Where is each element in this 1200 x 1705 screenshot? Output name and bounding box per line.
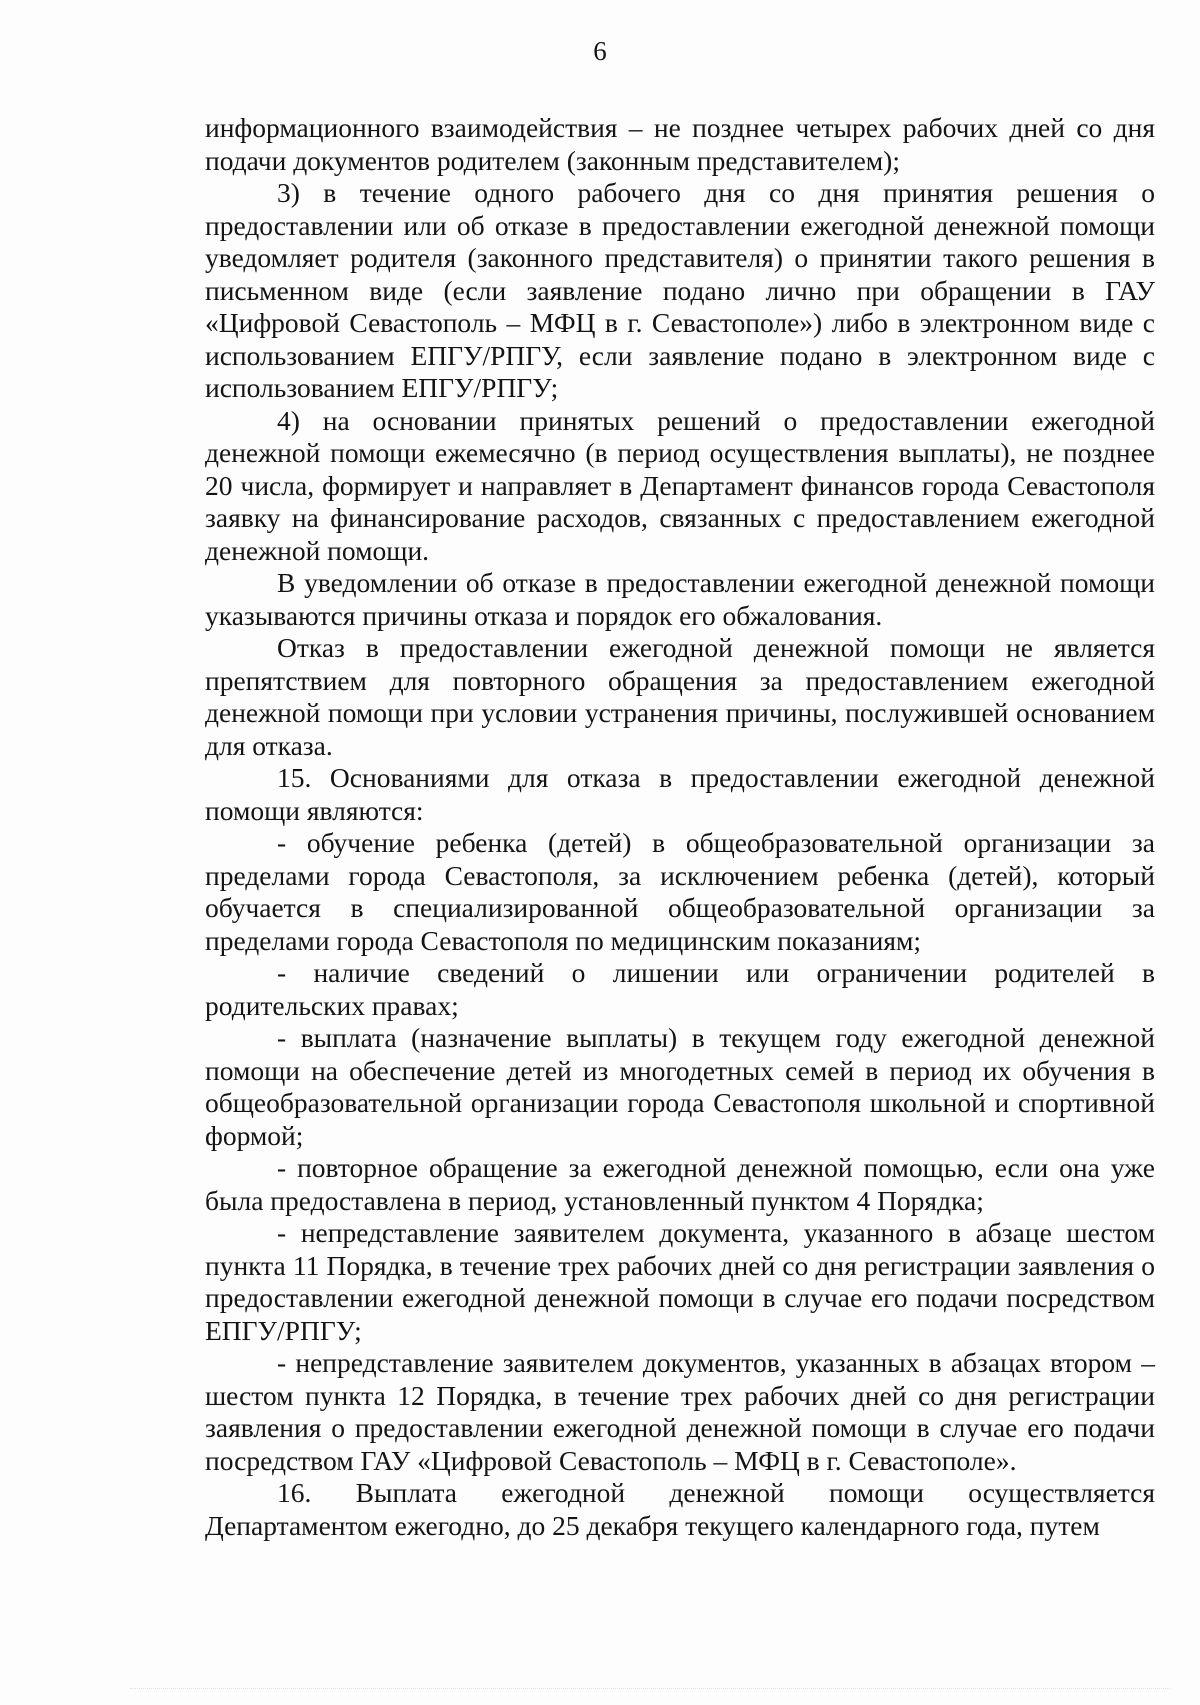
document-body — [205, 112, 1155, 1542]
paragraph-continuation: информационного взаимодействия – не позднее четырех рабочих дней со дня подачи документов родителем (законным представителем); — [205, 112, 1155, 176]
list-item-missing-documents-mfc: - непредставление заявителем документов, указанных в абзацах втором – шестом пункта 12 Порядка, в течение трех рабочих дней со дня регистрации заявления о предоставлении ежегодной денежной помощи в случае его подачи посредством ГАУ «Цифровой Севастополь – МФЦ в г. Севастополе». — [205, 1347, 1155, 1476]
list-item-missing-document-epgu: - непредставление заявителем документа, указанного в абзаце шестом пункта 11 Порядка, в течение трех рабочих дней со дня регистрации заявления о предоставлении ежегодной денежной помощи в случае его подачи посредством ЕПГУ/РПГУ; — [205, 1217, 1155, 1346]
paragraph-item-4: 4) на основании принятых решений о предоставлении ежегодной денежной помощи ежемесячно (в период осуществления выплаты), не позднее 20 числа, формирует и направляет в Департамент финансов города Севастополя заявку на финансирование расходов, связанных с предоставлением ежегодной денежной помощи. — [205, 404, 1155, 566]
scan-artifact-line — [130, 1688, 1170, 1691]
paragraph-section-15: 15. Основаниями для отказа в предоставлении ежегодной денежной помощи являются: — [205, 762, 1155, 826]
paragraph-refusal-not-obstacle: Отказ в предоставлении ежегодной денежной помощи не является препятствием для повторного обращения за предоставлением ежегодной денежной помощи при условии устранения причины, послужившей основанием для отказа. — [205, 632, 1155, 761]
list-item-education-outside: - обучение ребенка (детей) в общеобразовательной организации за пределами города Севастополя, за исключением ребенка (детей), который обучается в специализированной общеобразовательной организации за пределами города Севастополя по медицинским показаниям; — [205, 827, 1155, 956]
list-item-uniform-payment: - выплата (назначение выплаты) в текущем году ежегодной денежной помощи на обеспечение детей из многодетных семей в период их обучения в общеобразовательной организации города Севастополя школьной и спортивной формой; — [205, 1022, 1155, 1151]
paragraph-section-16: 16. Выплата ежегодной денежной помощи осуществляется Департаментом ежегодно, до 25 декабря текущего календарного года, путем — [205, 1477, 1155, 1541]
list-item-parental-rights: - наличие сведений о лишении или ограничении родителей в родительских правах; — [205, 957, 1155, 1021]
list-item-repeat-request: - повторное обращение за ежегодной денежной помощью, если она уже была предоставлена в период, установленный пунктом 4 Порядка; — [205, 1152, 1155, 1216]
paragraph-refusal-notice: В уведомлении об отказе в предоставлении ежегодной денежной помощи указываются причины отказа и порядок его обжалования. — [205, 567, 1155, 631]
page-number: 6 — [593, 36, 607, 66]
paragraph-item-3: 3) в течение одного рабочего дня со дня принятия решения о предоставлении или об отказе в предоставлении ежегодной денежной помощи уведомляет родителя (законного представителя) о принятии такого решения в письменном виде (если заявление подано лично при обращении в ГАУ «Цифровой Севастополь – МФЦ в г. Севастополе») либо в электронном виде с использованием ЕПГУ/РПГУ, если заявление подано в электронном виде с использованием ЕПГУ/РПГУ; — [205, 177, 1155, 403]
